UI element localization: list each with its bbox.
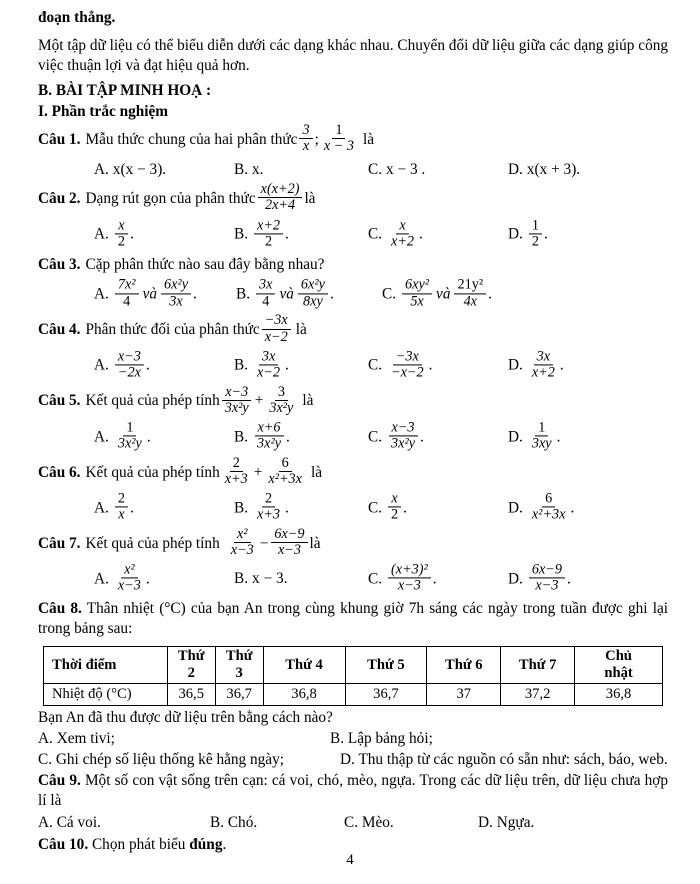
question-5-fraction-1: $\frac{x-3}{\text{3x²y}}$ [222,385,252,416]
question-7 [38,525,668,559]
question-3-stem: Cặp phân thức nào sau đây bằng nhau? [85,255,325,273]
question-7-fraction-1: $\frac{\text{x²}}{x-3}$ [230,525,254,558]
question-2-label: Câu 2. [38,190,81,208]
question-6-label: Câu 6. [38,463,81,481]
question-3-option-a[interactable]: A. $\frac{\text{7x²}}{4}$ và $\frac{\text{6x²y}}{3x}$ . [94,276,197,309]
question-5-fraction-2: $\frac{3}{\text{3x²y}}$ [269,383,294,416]
question-4-option-c[interactable]: C. $\frac{-3x}{-x-2}$ . [368,348,433,381]
question-7-option-a[interactable]: A. $\frac{\text{x²}}{x-3}$ . [94,561,150,594]
question-2-option-c[interactable]: C. $\frac{x}{x+2}$ . [368,216,423,250]
question-1-option-b[interactable]: B. x. [234,160,264,178]
question-6-stem: Kết quả của phép tính [85,463,220,481]
question-6-options [38,491,668,525]
question-8-stem: Thân nhiệt (°C) của bạn An trong cùng khung giờ 7h sáng các ngày trong tuần được ghi lại trong bảng sau: [38,600,668,638]
question-4-stem: Phân thức đối của phân thức [85,321,260,339]
section-heading: B. BÀI TẬP MINH HOẠ : [38,81,212,99]
question-1-fraction-2: $\frac{1}{x - 3}$ [323,122,354,155]
question-1-option-a[interactable]: A. x(x − 3). [94,160,167,178]
question-3-option-c[interactable]: C. $\frac{\text{6xy²}}{5x}$ và $\frac{\text{21y²}}{4x}$ . [382,276,492,309]
question-5-option-c[interactable]: C. $\frac{x-3}{\text{3x²y}}$ . [368,419,424,452]
question-3-option-b[interactable]: B. $\frac{3x}{4}$ và $\frac{\text{6x²y}}{8xy}$ . [236,276,334,309]
question-3-options [38,278,668,312]
question-3 [38,255,668,275]
question-8-follow-up: Bạn An đã thu được dữ liệu trên bằng cách nào? [38,709,333,727]
question-8-options-row-2 [38,750,668,770]
question-4-options [38,349,668,383]
question-5-option-a[interactable]: A. $\frac{1}{\text{3x²y}}$ . [94,419,151,452]
table-cell-thu: 36,7 [345,684,427,706]
question-10-label: Câu 10. [38,836,89,853]
question-1-separator: ; [314,131,319,149]
table-header-sun: Chủ nhật [575,646,663,683]
question-9-options [38,813,668,833]
question-6-option-b[interactable]: B. $\frac{2}{x+3}$ . [234,490,289,523]
question-5-options [38,420,668,454]
table-header-tue: Thứ 3 [215,646,263,683]
question-6-stem-after: là [310,463,323,481]
question-8-option-d[interactable]: D. Thu thập từ các nguồn có sẵn như: sách, báo, web. [340,751,668,769]
question-1-stem: Mẫu thức chung của hai phân thức [85,131,298,149]
table-header-fri: Thứ 6 [427,646,501,683]
question-7-options [38,562,668,596]
question-6-fraction-2: $\frac{6}{\text{x²+3x}}$ [268,454,302,487]
question-2-option-d[interactable]: D. $\frac{1}{2}$ . [508,216,548,250]
question-8-options-row-1 [38,729,668,749]
question-8-label: Câu 8. [38,600,82,618]
table-cell-fri: 37 [427,684,501,706]
question-3-label: Câu 3. [38,255,81,273]
question-2 [38,181,668,215]
intro-bold-line: đoạn thẳng. [38,9,116,26]
question-10-stem-emphasis: đúng [189,836,223,853]
question-1-label: Câu 1. [38,131,81,149]
question-6-fraction-1: $\frac{2}{x+3}$ [224,454,248,487]
table-header-wed: Thứ 4 [263,646,345,683]
question-7-stem-after: là [309,534,321,552]
question-2-option-a[interactable]: A. $\frac{x}{2}$ . [94,216,134,250]
question-9 [38,771,668,811]
page-number: 4 [346,851,354,868]
question-5-operator: + [254,392,264,410]
question-4-option-a[interactable]: A. $\frac{x-3}{-2x}$ . [94,348,150,381]
question-6 [38,454,668,488]
intro-paragraph: Một tập dữ liệu có thể biểu diễn dưới các dạng khác nhau. Chuyển đổi dữ liệu giữa các dạng giúp công việc thuận lợi và đạt hiệu quả hơn. [38,36,669,74]
question-10-stem-after: . [222,836,227,853]
question-8-option-a[interactable]: A. Xem tivi; [38,730,115,748]
question-1 [38,124,668,155]
question-8-option-c[interactable]: C. Ghi chép số liệu thống kê hằng ngày; [38,751,284,769]
table-row-label: Nhiệt độ (°C) [44,684,168,706]
question-4 [38,312,668,346]
question-2-options [38,218,668,252]
question-9-option-d[interactable]: D. Ngựa. [478,814,535,831]
question-7-operator: − [259,534,269,552]
question-7-option-b[interactable]: B. x − 3. [234,570,288,588]
question-5-stem-after: là [302,392,314,410]
question-5-option-b[interactable]: B. $\frac{x+6}{\text{3x²y}}$ . [234,419,290,452]
question-4-fraction: $\frac{-3x}{x-2}$ [262,313,291,344]
table-header-time: Thời điểm [44,646,168,683]
question-2-stem: Dạng rút gọn của phân thức [85,190,256,208]
question-7-fraction-2: $\frac{6x-9}{x-3}$ [271,527,307,558]
question-1-stem-after: là [362,131,375,149]
question-7-label: Câu 7. [38,534,81,552]
table-cell-sat: 37,2 [501,684,575,706]
question-5-label: Câu 5. [38,392,81,410]
question-1-option-d[interactable]: D. x(x + 3). [508,160,581,178]
question-6-option-d[interactable]: D. $\frac{6}{\text{x²+3x}}$ . [508,490,575,523]
question-4-stem-after: là [295,321,307,339]
question-4-option-d[interactable]: D. $\frac{3x}{x+2}$ . [508,348,564,381]
table-header-mon: Thứ 2 [167,646,215,683]
question-7-stem: Kết quả của phép tính [85,534,220,552]
question-9-option-b[interactable]: B. Chó. [210,814,258,831]
question-6-operator: + [253,463,263,481]
question-1-option-c[interactable]: C. x − 3 . [368,160,426,178]
table-row [44,684,663,706]
question-1-options [38,159,668,181]
question-6-option-c[interactable]: C. $\frac{x}{2}$ . [368,490,407,523]
question-2-fraction: $\frac{x(x+2)}{2x+4}$ [258,182,303,213]
question-4-label: Câu 4. [38,321,81,339]
question-6-option-a[interactable]: A. $\frac{2}{x}$ . [94,490,134,523]
question-7-option-d[interactable]: D. $\frac{6x-9}{x-3}$ . [508,561,571,594]
question-5-option-d[interactable]: D. $\frac{1}{3xy}$ . [508,419,561,452]
table-header-thu: Thứ 5 [345,646,427,683]
question-2-option-b[interactable]: B. $\frac{x+2}{2}$ . [234,216,289,250]
question-7-option-c[interactable]: C. $\frac{\text{(x+3)²}}{x-3}$ . [368,561,437,594]
table-header-sat: Thứ 7 [501,646,575,683]
subsection-heading: I. Phần trắc nghiệm [38,102,169,120]
question-1-fraction-1: $\frac{3}{x}$ [299,123,312,154]
table-header-row [44,646,663,683]
table-cell-mon: 36,5 [167,684,215,706]
table-cell-sun: 36,8 [575,684,663,706]
temperature-table [43,646,663,706]
question-2-stem-after: là [304,190,316,208]
table-cell-tue: 36,7 [215,684,263,706]
question-5-stem: Kết quả của phép tính [85,392,220,410]
question-5 [38,383,668,417]
question-9-option-a[interactable]: A. Cá voi. [38,814,101,831]
question-8 [38,599,668,639]
question-10-stem: Chọn phát biểu [91,836,186,853]
question-9-label: Câu 9. [38,772,81,790]
question-8-option-b[interactable]: B. Lập bảng hỏi; [330,730,433,748]
question-4-option-b[interactable]: B. $\frac{3x}{x-2}$ . [234,348,289,381]
table-cell-wed: 36,8 [263,684,345,706]
question-9-stem: Một số con vật sống trên cạn: cá voi, chó, mèo, ngựa. Trong các dữ liệu trên, dữ liệu chưa hợp lí là [38,772,669,810]
question-9-option-c[interactable]: C. Mèo. [344,814,394,831]
